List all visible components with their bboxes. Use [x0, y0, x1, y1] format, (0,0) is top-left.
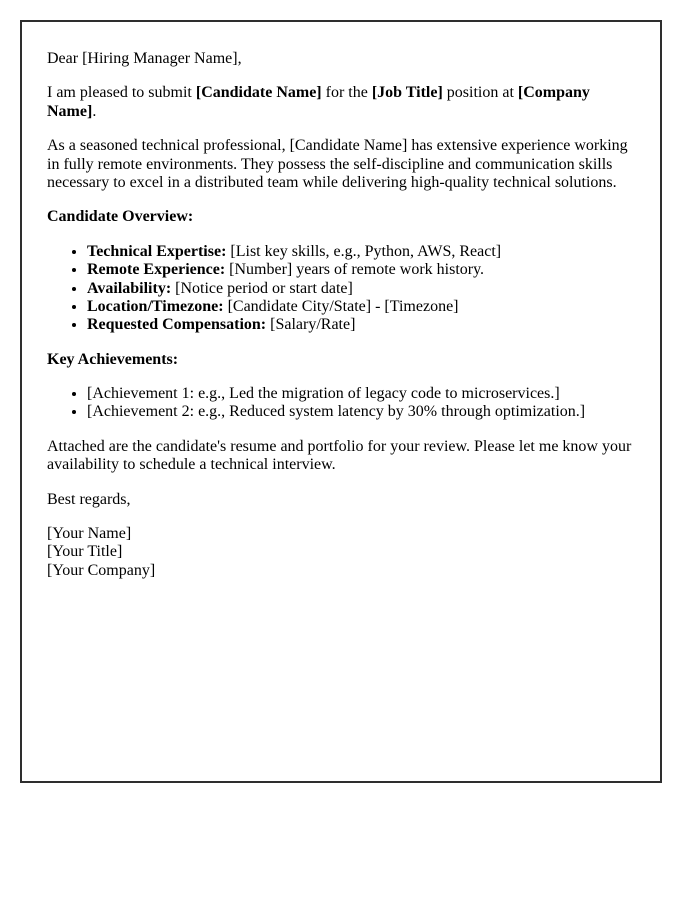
- job-title-placeholder: [Job Title]: [371, 84, 443, 102]
- signature-block: [47, 525, 635, 580]
- intro-text-1: I am pleased to submit: [47, 84, 196, 102]
- company-name-placeholder: [Company Name]: [47, 84, 590, 120]
- intro-text-2: for the: [321, 84, 372, 102]
- signature-name: [Your Name]: [47, 525, 132, 543]
- letter-document: [20, 20, 662, 783]
- list-item-technical-expertise: [87, 243, 635, 261]
- list-item-label: Availability:: [87, 279, 172, 297]
- body-paragraph: As a seasoned technical professional, [Candidate Name] has extensive experience working in fully remote environments. They possess the self-discipline and communication skills necessary to excel in a distributed team while delivering high-quality technical solutions.: [47, 137, 628, 191]
- intro-text-4: .: [92, 102, 97, 120]
- list-item-value: [Notice period or start date]: [171, 279, 353, 297]
- intro-paragraph: [47, 84, 635, 121]
- candidate-name-placeholder: [Candidate Name]: [195, 84, 322, 102]
- signature-title: [Your Title]: [47, 543, 123, 561]
- list-item-value: [Salary/Rate]: [266, 316, 356, 334]
- list-item-value: [Number] years of remote work history.: [225, 261, 485, 279]
- closing-paragraph: Attached are the candidate's resume and portfolio for your review. Please let me know your availability to schedule a technical interview.: [47, 437, 632, 474]
- list-item-location-timezone: [87, 298, 635, 316]
- list-item-value: [Candidate City/State] - [Timezone]: [223, 297, 459, 315]
- list-item-label: Location/Timezone:: [87, 297, 224, 315]
- key-achievements-heading: Key Achievements:: [47, 350, 179, 368]
- list-item-achievement-2: • [Achievement 2: e.g., Reduced system latency by 30% through optimization.]: [87, 403, 635, 421]
- signoff: Best regards,: [47, 490, 131, 508]
- candidate-overview-list: [47, 243, 635, 335]
- intro-text-3: position at: [442, 84, 518, 102]
- list-item-label: Remote Experience:: [87, 261, 226, 279]
- key-achievements-list: [47, 385, 635, 422]
- list-item-label: Requested Compensation:: [87, 316, 267, 334]
- signature-company: [Your Company]: [47, 561, 156, 579]
- list-item-value: [List key skills, e.g., Python, AWS, React]: [226, 242, 502, 260]
- list-item-achievement-1: • [Achievement 1: e.g., Led the migration of legacy code to microservices.]: [87, 385, 635, 403]
- list-item-availability: [87, 280, 635, 298]
- list-item-remote-experience: [87, 261, 635, 279]
- list-item-label: Technical Expertise:: [87, 242, 227, 260]
- candidate-overview-heading: Candidate Overview:: [47, 208, 194, 226]
- list-item-requested-compensation: [87, 316, 635, 334]
- salutation: Dear [Hiring Manager Name],: [47, 50, 242, 67]
